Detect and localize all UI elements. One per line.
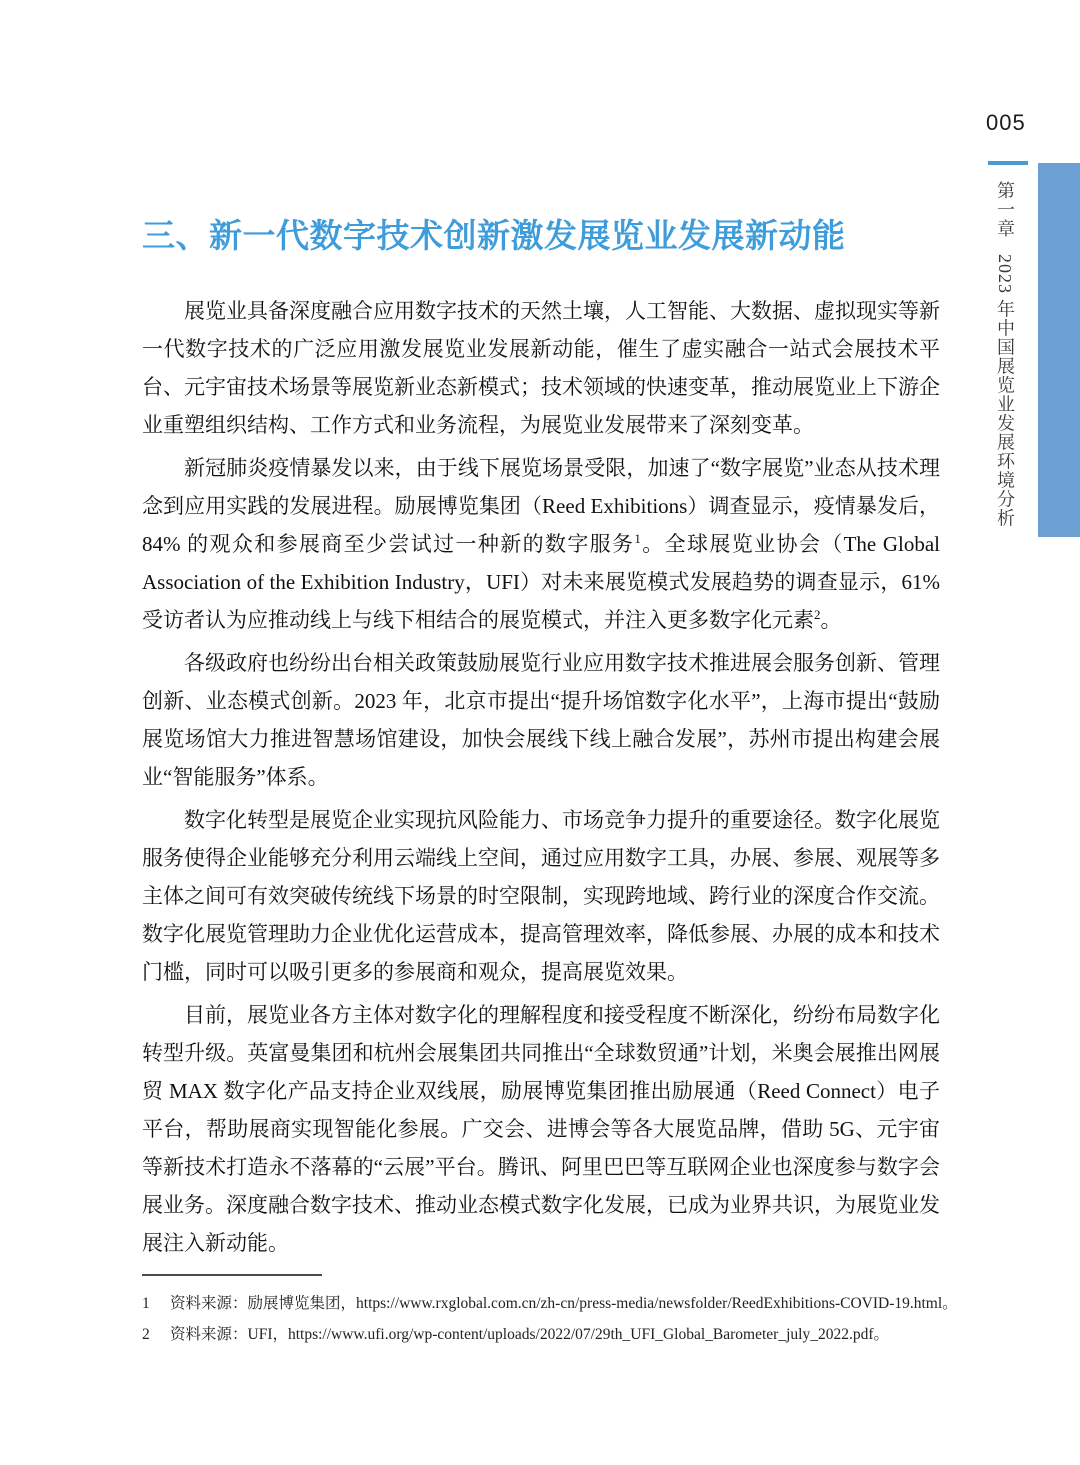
footnote-1-source: 资料来源：励展博览集团， xyxy=(170,1295,357,1312)
footnote-2 xyxy=(142,1319,942,1350)
footnote-1-number: 1 xyxy=(142,1295,150,1312)
chapter-number: 第一章 xyxy=(995,181,1015,238)
footnote-2-number: 2 xyxy=(142,1326,150,1343)
chapter-side-bar xyxy=(1038,163,1080,537)
chapter-vertical-label xyxy=(992,181,1018,531)
paragraph-2-text-b: 。全球展览业协会（The Global Association of the Exhibition Industry，UFI）对未来展览模式发展趋势的调查显示，61% 受访者认为应推动线上与线下相结合的展览模式，并注入更多数字化元素 xyxy=(142,532,940,632)
section-heading: 三、新一代数字技术创新激发展览业发展新动能 xyxy=(142,217,846,254)
footnote-2-tail: 。 xyxy=(873,1326,889,1343)
paragraph-3-text: 各级政府也纷纷出台相关政策鼓励展览行业应用数字技术推进展会服务创新、管理创新、业态模式创新。2023 年，北京市提出“提升场馆数字化水平”，上海市提出“鼓励展览场馆大力推进智慧场馆建设，加快会展线下线上融合发展”，苏州市提出构建会展业“智能服务”体系。 xyxy=(142,651,940,789)
footnote-1-url[interactable]: https://www.rxglobal.com.cn/zh-cn/press-media/newsfolder/ReedExhibitions-COVID-19.html xyxy=(356,1295,943,1312)
main-content xyxy=(142,216,940,1267)
footnote-1-text xyxy=(170,1288,958,1319)
footnote-1 xyxy=(142,1288,958,1319)
paragraph-2-text-a: 新冠肺炎疫情暴发以来，由于线下展览场景受限，加速了“数字展览”业态从技术理念到应用实践的发展进程。励展博览集团（Reed Exhibitions）调查显示，疫情暴发后，84% 的观众和参展商至少尝试过一种新的数字服务 xyxy=(142,456,940,556)
footnote-2-text xyxy=(170,1319,889,1350)
paragraph-5-text: 目前，展览业各方主体对数字化的理解程度和接受程度不断深化，纷纷布局数字化转型升级。英富曼集团和杭州会展集团共同推出“全球数贸通”计划，米奥会展推出网展贸 MAX 数字化产品支持企业双线展，励展博览集团推出励展通（Reed Connect）电子平台，帮助展商实现智能化参展。广交会、进博会等各大展览品牌，借助 5G、元宇宙等新技术打造永不落幕的“云展”平台。腾讯、阿里巴巴等互联网企业也深度参与数字会展业务。深度融合数字技术、推动业态模式数字化发展，已成为业界共识，为展览业发展注入新动能。 xyxy=(142,1003,940,1255)
page-number: 005 xyxy=(986,110,1026,135)
paragraph-5 xyxy=(142,996,940,1262)
footnotes-section xyxy=(142,1274,958,1350)
paragraph-1-text: 展览业具备深度融合应用数字技术的天然土壤，人工智能、大数据、虚拟现实等新一代数字技术的广泛应用激发展览业发展新动能，催生了虚实融合一站式会展技术平台、元宇宙技术场景等展览新业态新模式；技术领域的快速变革，推动展览业上下游企业重塑组织结构、工作方式和业务流程，为展览业发展带来了深刻变革。 xyxy=(142,299,940,437)
footnote-2-url[interactable]: https://www.ufi.org/wp-content/uploads/2022/07/29th_UFI_Global_Barometer_july_2022.pdf xyxy=(287,1326,874,1343)
paragraph-4 xyxy=(142,801,940,991)
chapter-title: 2023 年中国展览业发展环境分析 xyxy=(995,253,1015,527)
footnote-1-tail: 。 xyxy=(942,1295,958,1312)
footnote-ref-1[interactable]: 1 xyxy=(634,531,641,546)
paragraph-3 xyxy=(142,644,940,796)
paragraph-1 xyxy=(142,292,940,444)
footnote-separator xyxy=(142,1274,322,1276)
paragraph-4-text: 数字化转型是展览企业实现抗风险能力、市场竞争力提升的重要途径。数字化展览服务使得企业能够充分利用云端线上空间，通过应用数字工具，办展、参展、观展等多主体之间可有效突破传统线下场景的时空限制，实现跨地域、跨行业的深度合作交流。数字化展览管理助力企业优化运营成本，提高管理效率，降低参展、办展的成本和技术门槛，同时可以吸引更多的参展商和观众，提高展览效果。 xyxy=(142,808,940,984)
paragraph-2-text-c: 。 xyxy=(820,608,842,632)
footnote-ref-2[interactable]: 2 xyxy=(814,607,821,622)
accent-dash xyxy=(988,161,1028,165)
footnote-2-source: 资料来源：UFI， xyxy=(170,1326,288,1343)
paragraph-2 xyxy=(142,449,940,639)
